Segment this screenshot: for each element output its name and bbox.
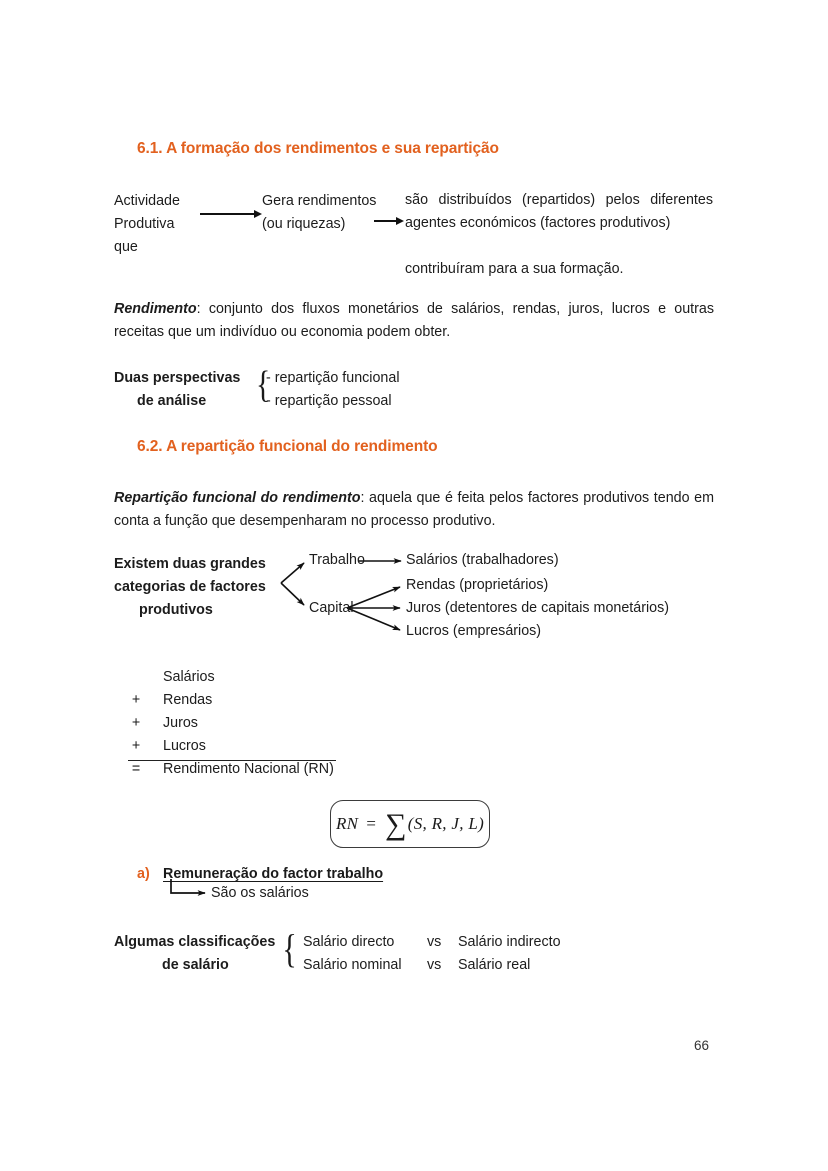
flow-col1-line3: que — [114, 239, 138, 255]
factors-tree — [114, 552, 714, 646]
arrow-actividade-to-gera — [200, 209, 262, 219]
formula-rn — [335, 808, 485, 841]
sigma-icon: ∑ — [385, 808, 407, 841]
item-a-note: São os salários — [211, 885, 309, 901]
perspectives-label-line1: Duas perspectivas — [114, 370, 241, 386]
salary-row-2-right: Salário real — [458, 957, 531, 973]
salary-row-2-vs: vs — [427, 957, 442, 973]
factors-outcome-juros: Juros (detentores de capitais monetários) — [406, 600, 670, 616]
sum-row-op-3: + — [131, 715, 141, 731]
sum-row-op-2: + — [131, 692, 141, 708]
definition-reparticao-colon: : — [360, 490, 365, 506]
sum-row-label-3: Juros — [163, 715, 198, 731]
definition-rendimento — [114, 298, 714, 344]
sum-row-label-5: Rendimento Nacional (RN) — [163, 761, 334, 777]
salary-row-1-left: Salário directo — [303, 934, 395, 950]
flow-col2-line1: Gera rendimentos — [262, 193, 377, 209]
formula-equals: = — [365, 814, 378, 833]
salary-classes-label-line1: Algumas classificações — [114, 934, 276, 950]
definition-rendimento-colon: : — [196, 301, 201, 317]
item-a-heading: Remuneração do factor trabalho — [163, 866, 384, 882]
salary-row-2-left: Salário nominal — [303, 957, 402, 973]
flow-col2-line2: (ou riquezas) — [262, 216, 346, 232]
definition-rendimento-term: Rendimento — [114, 301, 197, 317]
salary-row-1-vs: vs — [427, 934, 442, 950]
factors-label-line3: produtivos — [139, 602, 213, 618]
flow-col1-line1: Actividade — [114, 193, 180, 209]
flow-col1-line2: Produtiva — [114, 216, 175, 232]
sum-row-label-4: Lucros — [163, 738, 206, 754]
item-a-block — [114, 866, 614, 911]
sum-list — [114, 669, 514, 789]
perspectives-item-2: - repartição pessoal — [266, 393, 392, 409]
section-heading-6-2: 6.2. A repartição funcional do rendimento — [137, 438, 438, 455]
section-heading-6-1: 6.1. A formação dos rendimentos e sua repartição — [137, 140, 499, 157]
sum-row-label-1: Salários — [163, 669, 215, 685]
sum-row-label-2: Rendas — [163, 692, 213, 708]
factors-outcome-salarios: Salários (trabalhadores) — [406, 552, 559, 568]
sum-row-op-4: + — [131, 738, 141, 754]
factors-branch-capital: Capital — [309, 600, 354, 616]
factors-outcome-lucros: Lucros (empresários) — [406, 623, 542, 639]
salary-row-1-right: Salário indirecto — [458, 934, 561, 950]
perspectives-item-1: - repartição funcional — [266, 370, 400, 386]
sum-row-op-5: = — [131, 761, 141, 777]
factors-outcome-rendas: Rendas (proprietários) — [406, 577, 549, 593]
salary-classes-block — [114, 926, 634, 984]
factors-label-line2: categorias de factores — [114, 579, 266, 595]
factors-branch-trabalho: Trabalho — [309, 552, 365, 568]
formula-box-rendimento-nacional — [330, 800, 490, 848]
definition-reparticao-body: aquela que é feita pelos factores produtivos tendo em conta a função que desempenharam no processo produtivo. — [114, 490, 714, 529]
definition-reparticao-term: Repartição funcional do rendimento — [114, 490, 361, 506]
definition-reparticao-funcional — [114, 487, 714, 533]
arrow-gera-to-distribuidos — [374, 216, 404, 226]
salary-classes-brace: { — [282, 926, 297, 971]
factors-label-line1: Existem duas grandes — [114, 556, 266, 572]
formula-lhs: RN — [335, 814, 359, 833]
salary-classes-label-line2: de salário — [162, 957, 229, 973]
perspectives-label-line2: de análise — [137, 393, 207, 409]
flow-col3-line3: contribuíram para a sua formação. — [405, 261, 624, 277]
perspectives-brace: { — [256, 364, 271, 406]
definition-rendimento-body: conjunto dos fluxos monetários de salários, rendas, juros, lucros e outras receitas que um indivíduo ou economia podem obter. — [114, 301, 714, 340]
formula-args: (S, R, J, L) — [407, 814, 485, 833]
flow-col3-paragraph: são distribuídos (repartidos) pelos diferentes agentes económicos (factores produtivos) — [405, 192, 713, 231]
item-a-marker: a) — [137, 866, 150, 882]
page-number: 66 — [694, 1038, 710, 1053]
